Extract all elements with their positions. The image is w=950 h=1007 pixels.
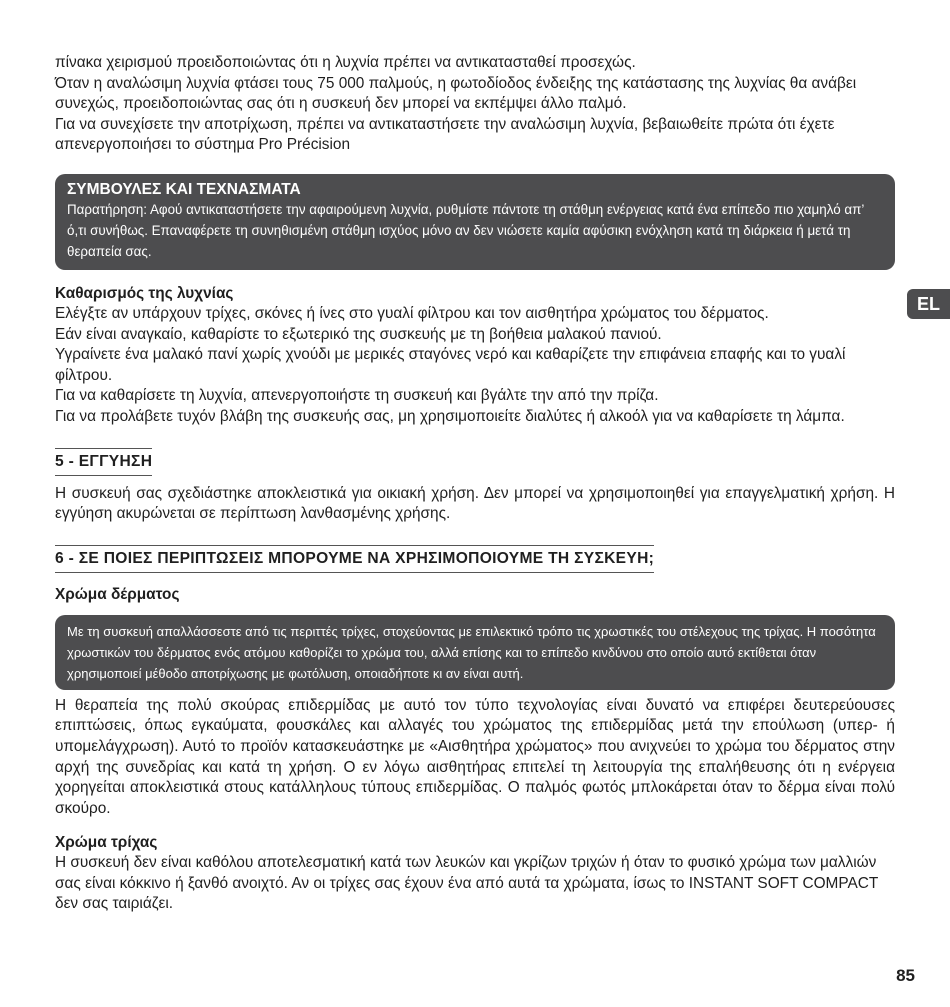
tips-box-title: ΣΥΜΒΟΥΛΕΣ ΚΑΙ ΤΕΧΝΑΣΜΑΤΑ: [67, 180, 301, 198]
warranty-text: Η συσκευή σας σχεδιάστηκε αποκλειστικά για οικιακή χρήση. Δεν μπορεί να χρησιμοποιηθεί για επαγγελματική χρήση. Η εγγύηση ακυρώνεται σε περίπτωση λανθασμένης χρήσης.: [55, 484, 895, 523]
warranty-section: [55, 448, 895, 476]
cleaning-line-2: Εάν είναι αναγκαίο, καθαρίστε το εξωτερικό της συσκευής με τη βοήθεια μαλακού πανιού.: [55, 325, 662, 343]
usage-section: [55, 545, 895, 573]
skin-color-text: Η θεραπεία της πολύ σκούρας επιδερμίδας με αυτό τον τύπο τεχνολογίας είναι δυνατό να επιφέρει δευτερεύουσες επιπτώσεις, όπως εγκαύματα, φουσκάλες και αλλαγές του χρώματος της επιδερμίδας μετά την επούλωση (υπερ- ή υπομελάγχρωση). Αυτό το προϊόν κατασκευάστηκε με «Αισθητήρα χρώματος» που ανιχνεύει το χρώμα του δέρματος στην αρχή της συνεδρίας και κατά τη χρήση. Ο εν λόγω αισθητήρας επιτελεί τη λειτουργία της επαλήθευσης ότι η ενέργεια χορηγείται αποκλειστικά στους κατάλληλους τύπους επιδερμίδας. Ο παλμός φωτός μπλοκάρεται όταν το δέρμα είναι πολύ σκούρο.: [55, 696, 895, 817]
hair-color-text: Η συσκευή δεν είναι καθόλου αποτελεσματική κατά των λευκών και γκρίζων τριχών ή όταν το φυσικό χρώμα των μαλλιών σας είναι κόκκινο ή ξανθό ανοιχτό. Αν οι τρίχες σας έχουν ένα από αυτά τα χρώματα, ίσως το INSTANT SOFT COMPACT δεν σας ταιριάζει.: [55, 854, 879, 913]
skin-info-box-text: Με τη συσκευή απαλλάσσεστε από τις περιττές τρίχες, στοχεύοντας με επιλεκτικό τρόπο τις χρωστικές του στέλεχους της τρίχας. Η ποσότητα χρωστικών του δέρματος ενός ατόμου καθορίζει το χρώμα του, αλλά επίσης και το επίπεδο κινδύνου στο οποίο αυτό εκτίθεται όταν χρησιμοποιεί μέθοδο αποτρίχωσης με φωτόλυση, οποιαδήποτε κι αν είναι αυτή.: [67, 623, 876, 681]
intro-paragraph-2: Όταν η αναλώσιμη λυχνία φτάσει τους 75 000 παλμούς, η φωτοδίοδος ένδειξης της κατάστασης της λυχνίας θα ανάβει συνεχώς, προειδοποιώντας σας ότι η συσκευή δεν μπορεί να εκπέμψει άλλο παλμό.: [55, 74, 857, 113]
page-number: 85: [896, 966, 915, 985]
skin-info-box: [55, 615, 895, 690]
document-page: [55, 53, 895, 915]
tips-box: [55, 174, 895, 270]
tips-box-text: Παρατήρηση: Αφού αντικαταστήσετε την αφαιρούμενη λυχνία, ρυθμίστε πάντοτε τη στάθμη ενέργειας κατά ένα επίπεδο πιο χαμηλό απ’ ό,τι συνήθως. Επαναφέρετε τη συνηθισμένη στάθμη ισχύος μόνο αν δεν νιώσετε καμία αφύσικη ενόχληση κατά τη διάρκεια ή μετά τη θεραπεία σας.: [67, 201, 864, 259]
cleaning-heading: Καθαρισμός της λυχνίας: [55, 284, 234, 302]
skin-color-heading: Χρώμα δέρματος: [55, 585, 180, 603]
hair-color-heading: Χρώμα τρίχας: [55, 834, 158, 852]
usage-title: 6 - ΣΕ ΠΟΙΕΣ ΠΕΡΙΠΤΩΣΕΙΣ ΜΠΟΡΟΥΜΕ ΝΑ ΧΡΗΣΙΜΟΠΟΙΟΥΜΕ ΤΗ ΣΥΣΚΕΥΗ;: [55, 545, 654, 573]
language-tab: EL: [907, 289, 950, 319]
cleaning-line-4: Για να καθαρίσετε τη λυχνία, απενεργοποιήστε τη συσκευή και βγάλτε την από την πρίζα.: [55, 387, 659, 405]
cleaning-line-5: Για να προλάβετε τυχόν βλάβη της συσκευής σας, μη χρησιμοποιείτε διαλύτες ή αλκοόλ για να καθαρίσετε τη λάμπα.: [55, 407, 845, 425]
intro-line-1: πίνακα χειρισμού προειδοποιώντας ότι η λυχνία πρέπει να αντικατασταθεί προσεχώς.: [55, 54, 636, 71]
cleaning-line-3: Υγραίνετε ένα μαλακό πανί χωρίς χνούδι με μερικές σταγόνες νερό και καθαρίζετε την επιφάνεια επαφής και το γυαλί φίλτρου.: [55, 346, 846, 384]
intro-paragraph-3: Για να συνεχίσετε την αποτρίχωση, πρέπει να αντικαταστήσετε την αναλώσιμη λυχνία, βεβαιωθείτε πρώτα ότι έχετε απενεργοποιήσει το σύστημα Pro Précision: [55, 115, 835, 154]
cleaning-line-1: Ελέγξτε αν υπάρχουν τρίχες, σκόνες ή ίνες στο γυαλί φίλτρου και τον αισθητήρα χρώματος του δέρματος.: [55, 304, 769, 322]
warranty-title: 5 - ΕΓΓΥΗΣΗ: [55, 448, 152, 476]
